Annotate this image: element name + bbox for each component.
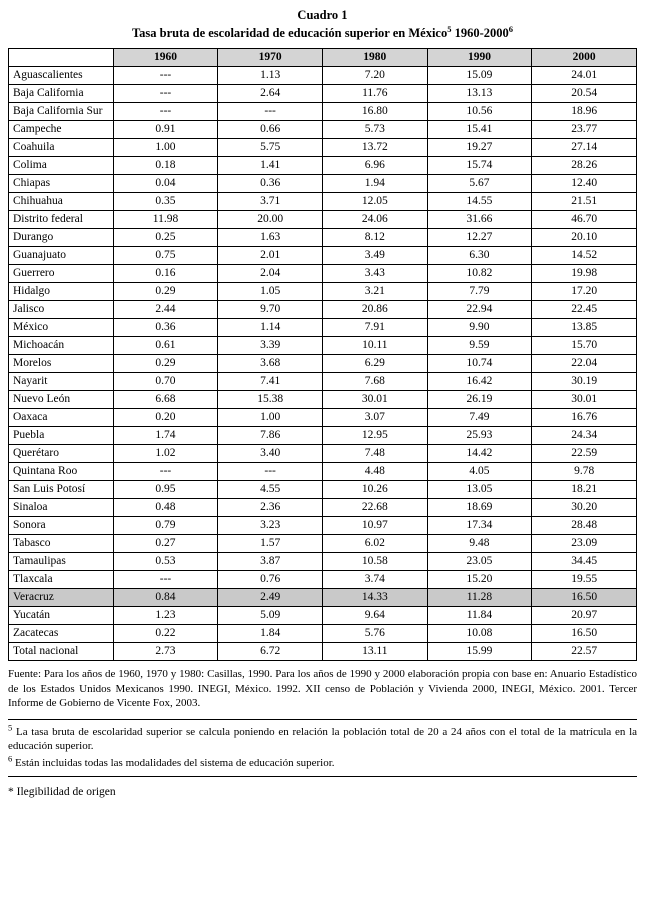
row-label: Chihuahua bbox=[9, 193, 114, 211]
cell-value: 10.97 bbox=[322, 517, 427, 535]
divider-1 bbox=[8, 719, 637, 720]
table-row bbox=[9, 571, 637, 589]
cell-value: --- bbox=[113, 67, 218, 85]
cell-value: 3.87 bbox=[218, 553, 323, 571]
cell-value: 1.00 bbox=[218, 409, 323, 427]
cell-value: 31.66 bbox=[427, 211, 532, 229]
row-label: Querétaro bbox=[9, 445, 114, 463]
cell-value: 3.71 bbox=[218, 193, 323, 211]
cell-value: 18.96 bbox=[532, 103, 637, 121]
row-label: Tlaxcala bbox=[9, 571, 114, 589]
cell-value: 18.21 bbox=[532, 481, 637, 499]
cell-value: 15.38 bbox=[218, 391, 323, 409]
cell-value: 12.95 bbox=[322, 427, 427, 445]
cell-value: 0.20 bbox=[113, 409, 218, 427]
row-label: Total nacional bbox=[9, 643, 114, 661]
cell-value: 5.73 bbox=[322, 121, 427, 139]
cell-value: 16.76 bbox=[532, 409, 637, 427]
divider-2 bbox=[8, 776, 637, 777]
cell-value: 15.70 bbox=[532, 337, 637, 355]
cell-value: 25.93 bbox=[427, 427, 532, 445]
table-container bbox=[0, 48, 645, 661]
illegibility-note: * Ilegibilidad de origen bbox=[8, 786, 116, 798]
table-row bbox=[9, 391, 637, 409]
row-label: Distrito federal bbox=[9, 211, 114, 229]
cell-value: 0.66 bbox=[218, 121, 323, 139]
table-row bbox=[9, 355, 637, 373]
cell-value: 0.25 bbox=[113, 229, 218, 247]
cell-value: 16.50 bbox=[532, 625, 637, 643]
cell-value: 10.58 bbox=[322, 553, 427, 571]
cell-value: 0.53 bbox=[113, 553, 218, 571]
cell-value: 23.77 bbox=[532, 121, 637, 139]
cell-value: 3.21 bbox=[322, 283, 427, 301]
cell-value: 4.05 bbox=[427, 463, 532, 481]
cell-value: 12.05 bbox=[322, 193, 427, 211]
cell-value: 0.95 bbox=[113, 481, 218, 499]
cell-value: 26.19 bbox=[427, 391, 532, 409]
cell-value: 11.98 bbox=[113, 211, 218, 229]
cell-value: 8.12 bbox=[322, 229, 427, 247]
table-row bbox=[9, 139, 637, 157]
cell-value: 0.70 bbox=[113, 373, 218, 391]
cell-value: 2.01 bbox=[218, 247, 323, 265]
cell-value: 3.40 bbox=[218, 445, 323, 463]
row-label: Baja California Sur bbox=[9, 103, 114, 121]
cell-value: 30.20 bbox=[532, 499, 637, 517]
cell-value: 22.04 bbox=[532, 355, 637, 373]
cell-value: 3.07 bbox=[322, 409, 427, 427]
cell-value: 11.76 bbox=[322, 85, 427, 103]
cell-value: 13.72 bbox=[322, 139, 427, 157]
cell-value: 1.74 bbox=[113, 427, 218, 445]
column-header-2000: 2000 bbox=[532, 49, 637, 67]
cell-value: 22.45 bbox=[532, 301, 637, 319]
table-row bbox=[9, 157, 637, 175]
footnote-marker-5: 5 bbox=[8, 721, 13, 732]
cell-value: 9.59 bbox=[427, 337, 532, 355]
row-label: México bbox=[9, 319, 114, 337]
footnote-6-text: Están incluidas todas las modalidades del sistema de educación superior. bbox=[15, 756, 335, 769]
cell-value: 30.01 bbox=[322, 391, 427, 409]
row-label: Nuevo León bbox=[9, 391, 114, 409]
cell-value: 3.74 bbox=[322, 571, 427, 589]
row-label: Aguascalientes bbox=[9, 67, 114, 85]
cell-value: 30.19 bbox=[532, 373, 637, 391]
cell-value: 13.11 bbox=[322, 643, 427, 661]
cell-value: 7.86 bbox=[218, 427, 323, 445]
footnote-marker-6: 6 bbox=[8, 752, 13, 763]
cell-value: 0.91 bbox=[113, 121, 218, 139]
cell-value: 28.26 bbox=[532, 157, 637, 175]
row-label: Nayarit bbox=[9, 373, 114, 391]
cell-value: 20.86 bbox=[322, 301, 427, 319]
cell-value: 6.72 bbox=[218, 643, 323, 661]
cell-value: 17.20 bbox=[532, 283, 637, 301]
cell-value: 24.34 bbox=[532, 427, 637, 445]
table-row bbox=[9, 265, 637, 283]
cell-value: 2.64 bbox=[218, 85, 323, 103]
table-header-row bbox=[9, 49, 637, 67]
row-label: Tamaulipas bbox=[9, 553, 114, 571]
table-row bbox=[9, 535, 637, 553]
table-row bbox=[9, 427, 637, 445]
cell-value: 15.74 bbox=[427, 157, 532, 175]
cell-value: 3.43 bbox=[322, 265, 427, 283]
row-label: Michoacán bbox=[9, 337, 114, 355]
cell-value: 0.29 bbox=[113, 355, 218, 373]
cell-value: 1.13 bbox=[218, 67, 323, 85]
cell-value: 20.10 bbox=[532, 229, 637, 247]
cell-value: 22.57 bbox=[532, 643, 637, 661]
row-label: San Luis Potosí bbox=[9, 481, 114, 499]
page-title bbox=[0, 24, 645, 42]
cell-value: 3.39 bbox=[218, 337, 323, 355]
table-row bbox=[9, 337, 637, 355]
table-row bbox=[9, 463, 637, 481]
table-row bbox=[9, 103, 637, 121]
title-text: Tasa bruta de escolaridad de educación superior en México bbox=[131, 26, 448, 40]
cell-value: 16.50 bbox=[532, 589, 637, 607]
cell-value: 1.00 bbox=[113, 139, 218, 157]
table-row bbox=[9, 193, 637, 211]
table-row bbox=[9, 589, 637, 607]
cell-value: 18.69 bbox=[427, 499, 532, 517]
cell-value: 20.97 bbox=[532, 607, 637, 625]
cell-value: --- bbox=[218, 463, 323, 481]
cell-value: 22.94 bbox=[427, 301, 532, 319]
table-head bbox=[9, 49, 637, 67]
cell-value: 46.70 bbox=[532, 211, 637, 229]
cell-value: 12.40 bbox=[532, 175, 637, 193]
cell-value: 15.09 bbox=[427, 67, 532, 85]
row-label: Morelos bbox=[9, 355, 114, 373]
cell-value: 1.63 bbox=[218, 229, 323, 247]
cell-value: 13.13 bbox=[427, 85, 532, 103]
cell-value: 4.55 bbox=[218, 481, 323, 499]
row-label: Veracruz bbox=[9, 589, 114, 607]
cell-value: 22.68 bbox=[322, 499, 427, 517]
table-row bbox=[9, 319, 637, 337]
footnote-5-text: La tasa bruta de escolaridad superior se calcula poniendo en relación la población total de 20 a 24 años con el total de la matrícula en la educación superior. bbox=[8, 725, 638, 752]
row-label: Oaxaca bbox=[9, 409, 114, 427]
cell-value: 1.14 bbox=[218, 319, 323, 337]
table-row bbox=[9, 121, 637, 139]
cell-value: 19.27 bbox=[427, 139, 532, 157]
cell-value: 2.44 bbox=[113, 301, 218, 319]
cell-value: 5.76 bbox=[322, 625, 427, 643]
table-row bbox=[9, 643, 637, 661]
cell-value: 7.48 bbox=[322, 445, 427, 463]
cell-value: 13.05 bbox=[427, 481, 532, 499]
cell-value: 23.09 bbox=[532, 535, 637, 553]
table-row bbox=[9, 229, 637, 247]
cell-value: --- bbox=[113, 103, 218, 121]
cell-value: 12.27 bbox=[427, 229, 532, 247]
cell-value: 6.68 bbox=[113, 391, 218, 409]
cell-value: 7.49 bbox=[427, 409, 532, 427]
cell-value: 1.84 bbox=[218, 625, 323, 643]
cell-value: 15.41 bbox=[427, 121, 532, 139]
row-label: Hidalgo bbox=[9, 283, 114, 301]
cell-value: 9.70 bbox=[218, 301, 323, 319]
row-label: Jalisco bbox=[9, 301, 114, 319]
table-row bbox=[9, 373, 637, 391]
cell-value: 28.48 bbox=[532, 517, 637, 535]
cell-value: 6.96 bbox=[322, 157, 427, 175]
table-row bbox=[9, 499, 637, 517]
cell-value: 10.08 bbox=[427, 625, 532, 643]
footnote-5 bbox=[8, 721, 638, 754]
table-row bbox=[9, 607, 637, 625]
title-years: 1960-2000 bbox=[451, 26, 509, 40]
cell-value: 11.84 bbox=[427, 607, 532, 625]
cell-value: 1.41 bbox=[218, 157, 323, 175]
cell-value: 1.02 bbox=[113, 445, 218, 463]
cell-value: 1.57 bbox=[218, 535, 323, 553]
table-body bbox=[9, 67, 637, 661]
cell-value: 0.18 bbox=[113, 157, 218, 175]
cell-value: 6.29 bbox=[322, 355, 427, 373]
cell-value: 0.79 bbox=[113, 517, 218, 535]
cell-value: 11.28 bbox=[427, 589, 532, 607]
title-footnote-marker-5: 5 bbox=[447, 23, 452, 34]
footnote-6 bbox=[8, 752, 637, 771]
table-row bbox=[9, 301, 637, 319]
cell-value: 16.42 bbox=[427, 373, 532, 391]
cell-value: 24.06 bbox=[322, 211, 427, 229]
cell-value: 34.45 bbox=[532, 553, 637, 571]
cell-value: 3.68 bbox=[218, 355, 323, 373]
cell-value: 15.20 bbox=[427, 571, 532, 589]
cell-value: 19.98 bbox=[532, 265, 637, 283]
row-label: Colima bbox=[9, 157, 114, 175]
cell-value: 5.75 bbox=[218, 139, 323, 157]
row-label: Puebla bbox=[9, 427, 114, 445]
row-label: Guanajuato bbox=[9, 247, 114, 265]
row-label: Zacatecas bbox=[9, 625, 114, 643]
cell-value: 9.64 bbox=[322, 607, 427, 625]
column-header-1990: 1990 bbox=[427, 49, 532, 67]
cell-value: 23.05 bbox=[427, 553, 532, 571]
cell-value: 21.51 bbox=[532, 193, 637, 211]
cell-value: 15.99 bbox=[427, 643, 532, 661]
table-row bbox=[9, 481, 637, 499]
cell-value: 27.14 bbox=[532, 139, 637, 157]
cell-value: 22.59 bbox=[532, 445, 637, 463]
row-label: Tabasco bbox=[9, 535, 114, 553]
table-row bbox=[9, 283, 637, 301]
cell-value: 0.36 bbox=[218, 175, 323, 193]
column-header-1970: 1970 bbox=[218, 49, 323, 67]
cell-value: 6.30 bbox=[427, 247, 532, 265]
cell-value: 0.61 bbox=[113, 337, 218, 355]
cell-value: 0.36 bbox=[113, 319, 218, 337]
table-row bbox=[9, 247, 637, 265]
cell-value: --- bbox=[218, 103, 323, 121]
cell-value: 14.33 bbox=[322, 589, 427, 607]
table-row bbox=[9, 211, 637, 229]
cell-value: 10.82 bbox=[427, 265, 532, 283]
cell-value: 0.35 bbox=[113, 193, 218, 211]
cell-value: 30.01 bbox=[532, 391, 637, 409]
cell-value: 0.29 bbox=[113, 283, 218, 301]
cell-value: 7.41 bbox=[218, 373, 323, 391]
row-label: Baja California bbox=[9, 85, 114, 103]
cell-value: 1.05 bbox=[218, 283, 323, 301]
cell-value: 10.26 bbox=[322, 481, 427, 499]
table-row bbox=[9, 67, 637, 85]
cell-value: 0.22 bbox=[113, 625, 218, 643]
title-footnote-marker-6: 6 bbox=[508, 23, 514, 34]
column-header-1960: 1960 bbox=[113, 49, 218, 67]
cell-value: 16.80 bbox=[322, 103, 427, 121]
table-label: Cuadro 1 bbox=[297, 8, 348, 22]
cell-value: 3.23 bbox=[218, 517, 323, 535]
source-note: Fuente: Para los años de 1960, 1970 y 1980: Casillas, 1990. Para los años de 1990 y 2000 elaboración propia con base en: Anuario Estadístico de los Estados Unidos Mexicanos 1990. INEGI, México. 1992. XII censo de Población y Vivienda 2000, INEGI, México. 2001. Tercer Informe de Gobierno de Vicente Fox, 2003. bbox=[8, 668, 637, 709]
cell-value: 2.73 bbox=[113, 643, 218, 661]
cell-value: 7.68 bbox=[322, 373, 427, 391]
table-row bbox=[9, 85, 637, 103]
cell-value: 7.79 bbox=[427, 283, 532, 301]
row-label: Sonora bbox=[9, 517, 114, 535]
cell-value: 2.49 bbox=[218, 589, 323, 607]
cell-value: 0.75 bbox=[113, 247, 218, 265]
table-row bbox=[9, 175, 637, 193]
cell-value: --- bbox=[113, 85, 218, 103]
cell-value: 0.76 bbox=[218, 571, 323, 589]
cell-value: 13.85 bbox=[532, 319, 637, 337]
title-block bbox=[0, 0, 645, 44]
cell-value: 14.42 bbox=[427, 445, 532, 463]
cell-value: 0.16 bbox=[113, 265, 218, 283]
table-row bbox=[9, 517, 637, 535]
cell-value: 9.48 bbox=[427, 535, 532, 553]
cell-value: 10.74 bbox=[427, 355, 532, 373]
cell-value: 17.34 bbox=[427, 517, 532, 535]
row-label: Yucatán bbox=[9, 607, 114, 625]
column-header-state bbox=[9, 49, 114, 67]
cell-value: 7.20 bbox=[322, 67, 427, 85]
row-label: Quintana Roo bbox=[9, 463, 114, 481]
cell-value: 0.04 bbox=[113, 175, 218, 193]
enrollment-rate-table bbox=[8, 48, 637, 661]
row-label: Durango bbox=[9, 229, 114, 247]
cell-value: 1.23 bbox=[113, 607, 218, 625]
cell-value: 7.91 bbox=[322, 319, 427, 337]
row-label: Coahuila bbox=[9, 139, 114, 157]
cell-value: 1.94 bbox=[322, 175, 427, 193]
row-label: Campeche bbox=[9, 121, 114, 139]
cell-value: 2.04 bbox=[218, 265, 323, 283]
cell-value: 10.11 bbox=[322, 337, 427, 355]
row-label: Sinaloa bbox=[9, 499, 114, 517]
cell-value: 14.55 bbox=[427, 193, 532, 211]
table-row bbox=[9, 409, 637, 427]
cell-value: 3.49 bbox=[322, 247, 427, 265]
footnotes-block bbox=[0, 721, 645, 771]
cell-value: 6.02 bbox=[322, 535, 427, 553]
cell-value: --- bbox=[113, 463, 218, 481]
cell-value: 20.00 bbox=[218, 211, 323, 229]
cell-value: 20.54 bbox=[532, 85, 637, 103]
cell-value: 5.67 bbox=[427, 175, 532, 193]
cell-value: --- bbox=[113, 571, 218, 589]
table-row bbox=[9, 553, 637, 571]
cell-value: 24.01 bbox=[532, 67, 637, 85]
cell-value: 5.09 bbox=[218, 607, 323, 625]
cell-value: 9.90 bbox=[427, 319, 532, 337]
row-label: Guerrero bbox=[9, 265, 114, 283]
cell-value: 0.48 bbox=[113, 499, 218, 517]
cell-value: 4.48 bbox=[322, 463, 427, 481]
cell-value: 0.27 bbox=[113, 535, 218, 553]
cell-value: 14.52 bbox=[532, 247, 637, 265]
row-label: Chiapas bbox=[9, 175, 114, 193]
cell-value: 9.78 bbox=[532, 463, 637, 481]
cell-value: 2.36 bbox=[218, 499, 323, 517]
cell-value: 10.56 bbox=[427, 103, 532, 121]
cell-value: 19.55 bbox=[532, 571, 637, 589]
cell-value: 0.84 bbox=[113, 589, 218, 607]
table-row bbox=[9, 445, 637, 463]
column-header-1980: 1980 bbox=[322, 49, 427, 67]
table-row bbox=[9, 625, 637, 643]
